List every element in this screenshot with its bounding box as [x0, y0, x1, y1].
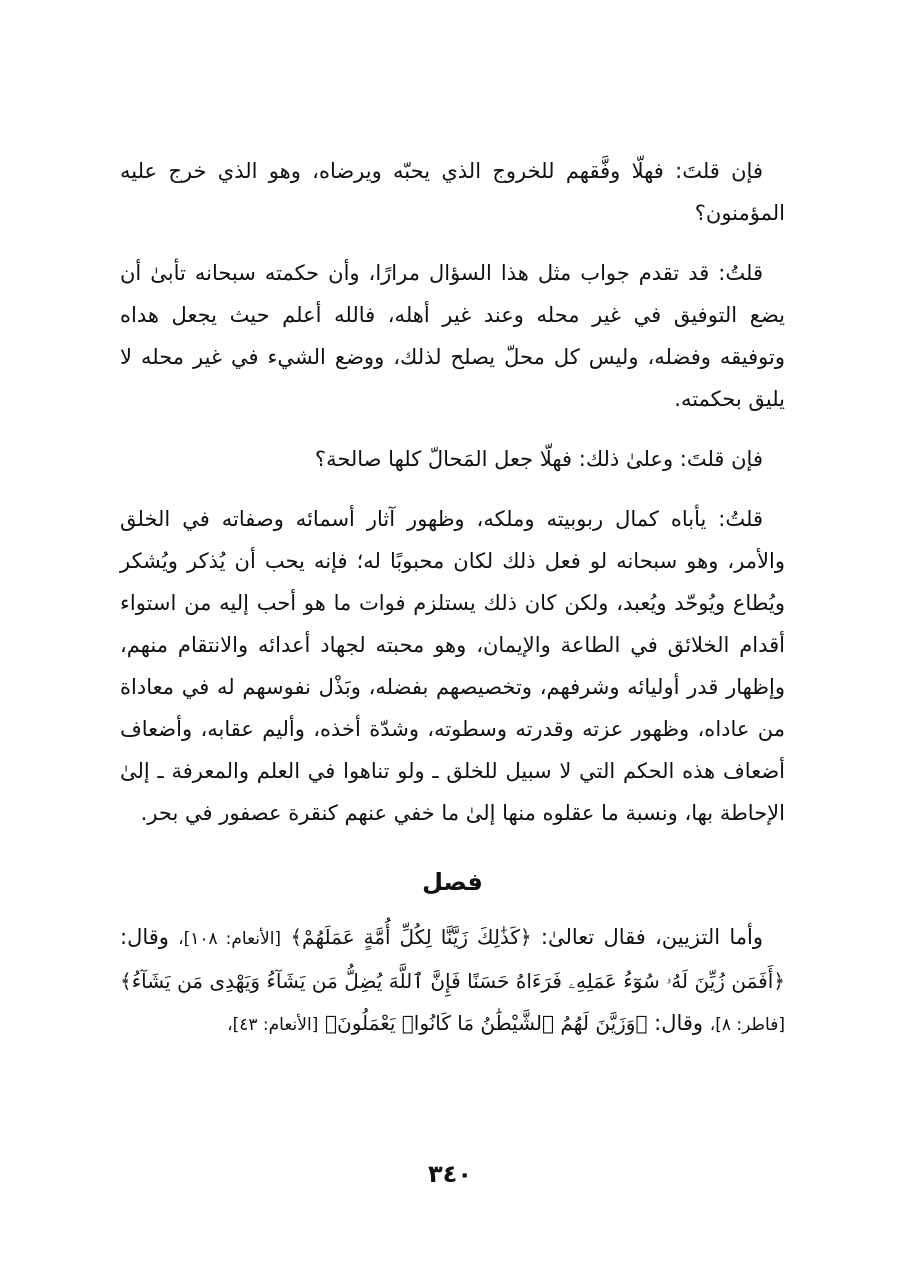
paragraph-4: قلتُ: يأباه كمال ربوبيته وملكه، وظهور آثار أسمائه وصفاته في الخلق والأمر، وهو سبحانه لو فعل ذلك لكان محبوبًا له؛ فإنه يحب أن يُذكر ويُشكر ويُطاع ويُوحّد ويُعبد، ولكن كان ذلك يستلزم فوات ما هو أحب إليه من استواء أقدام الخلائق في الطاعة والإيمان، وهو محبته لجهاد أعدائه والانتقام منهم، وإظهار قدر أوليائه وشرفهم، وتخصيصهم بفضله، وبَذْل نفوسهم له في معاداة من عاداه، وظهور عزته وقدرته وسطوته، وشدّة أخذه، وأليم عقابه، وأضعاف أضعاف هذه الحكم التي لا سبيل للخلق ـ ولو تناهوا في العلم والمعرفة ـ إلىٰ الإحاطة بها، ونسبة ما عقلوه منها إلىٰ ما خفي عنهم كنقرة عصفور في بحر. [120, 507, 785, 825]
verse-reference-3: [الأنعام: ٤٣]، [227, 1015, 319, 1035]
verse-reference-1: [الأنعام: ١٠٨]، [178, 929, 282, 949]
quran-verse-2: ﴿أَفَمَن زُيِّنَ لَهُۥ سُوٓءُ عَمَلِهِۦ فَرَءَاهُ حَسَنًا فَإِنَّ ٱللَّهَ يُضِلُّ مَن يَشَآءُ وَيَهْدِى مَن يَشَآءُ﴾ [120, 969, 785, 993]
quran-verse-1: ﴿كَذَٰلِكَ زَيَّنَّا لِكُلِّ أُمَّةٍ عَمَلَهُمْ﴾ [290, 925, 532, 949]
paragraph-1: فإن قلتَ: فهلّا وفَّقهم للخروج الذي يحبّه ويرضاه، وهو الذي خرج عليه المؤمنون؟ [120, 159, 785, 225]
section-heading: فصل [422, 868, 483, 896]
page-body [120, 150, 785, 1064]
join-text-1: وقال: [120, 925, 169, 949]
join-text-2: وقال: [654, 1011, 704, 1035]
tazyin-intro: وأما التزيين، فقال تعالىٰ: [540, 925, 763, 949]
paragraph-tazyin [120, 916, 785, 1046]
quran-verse-3: ﴿وَزَيَّنَ لَهُمُ ٱلشَّيْطَٰنُ مَا كَانُوا۟ يَعْمَلُونَ﴾ [325, 1011, 648, 1035]
paragraph-2: قلتُ: قد تقدم جواب مثل هذا السؤال مرارًا، وأن حكمته سبحانه تأبىٰ أن يضع التوفيق في غير محله وعند غير أهله، فالله أعلم حيث يجعل هداه وتوفيقه وفضله، وليس كل محلّ يصلح لذلك، ووضع الشيء في غير محله لا يليق بحكمته. [120, 261, 785, 411]
page-number: ٣٤٠ [428, 1160, 472, 1188]
verse-reference-2: [فاطر: ٨]، [709, 1015, 785, 1035]
paragraph-3: فإن قلتَ: وعلىٰ ذلك: فهلّا جعل المَحالّ كلها صالحة؟ [314, 447, 763, 471]
